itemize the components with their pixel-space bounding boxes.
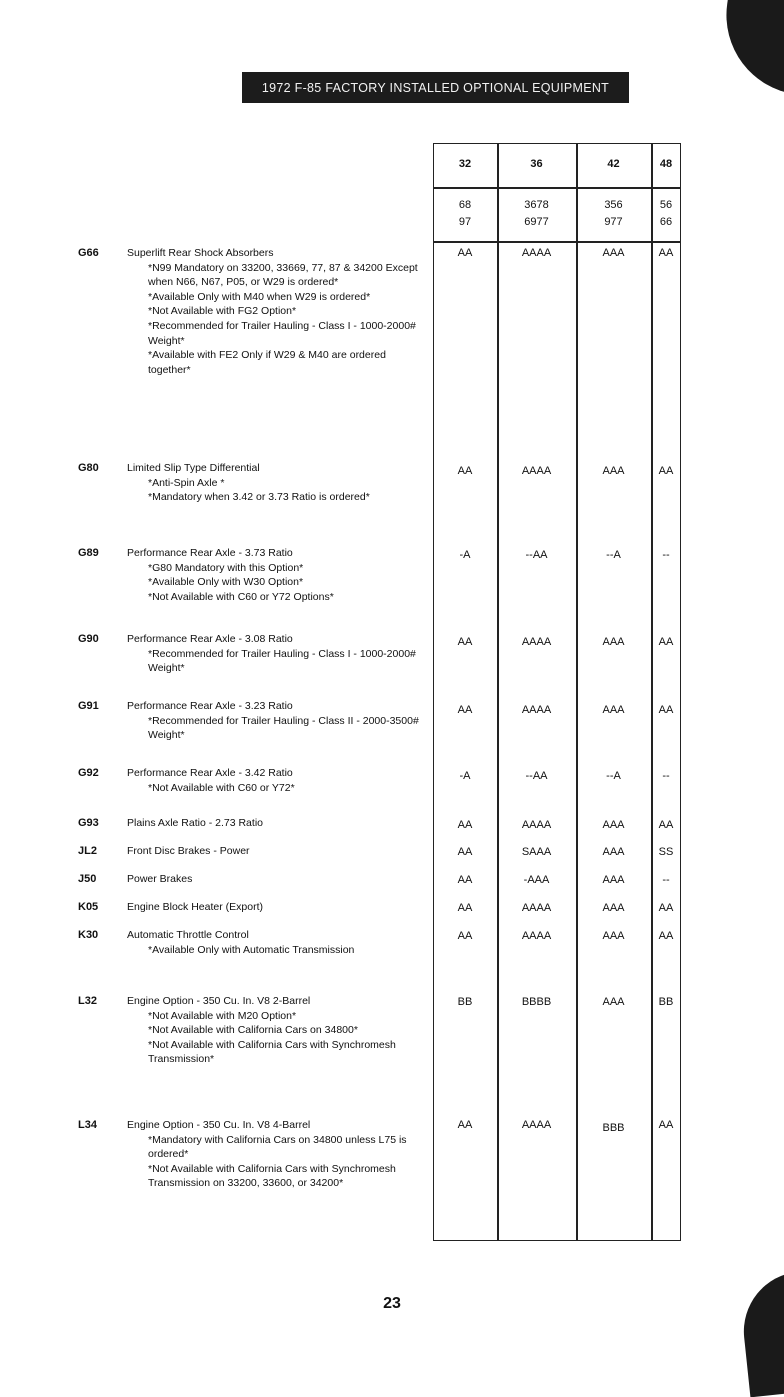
option-code: G91 [78, 700, 99, 712]
option-note: *N99 Mandatory on 33200, 33669, 77, 87 & 34200 Except when N66, N67, P05, or W29 is ordered* [148, 261, 418, 289]
option-description [127, 1118, 422, 1191]
option-code: G90 [78, 633, 99, 645]
availability-cell: SAAA [521, 846, 552, 858]
option-note: *Not Available with C60 or Y72 Options* [148, 590, 334, 603]
availability-cell: -- [662, 549, 670, 561]
option-note: *Anti-Spin Axle * [148, 476, 225, 489]
availability-cell: AA [658, 465, 674, 477]
option-note: *Not Available with California Cars on 34800* [148, 1024, 358, 1037]
availability-cell: AAA [602, 846, 625, 858]
option-description [127, 900, 422, 915]
option-code: G89 [78, 547, 99, 559]
availability-cell: BBBB [521, 996, 552, 1008]
availability-cell: AA [457, 704, 473, 716]
availability-cell: BB [457, 996, 473, 1008]
option-code: G66 [78, 247, 99, 259]
option-code: JL2 [78, 845, 97, 857]
series-header: 42 [607, 158, 620, 170]
option-title: Performance Rear Axle - 3.23 Ratio [127, 700, 293, 712]
availability-cell: AA [658, 636, 674, 648]
option-note: *Available Only with W30 Option* [148, 576, 304, 589]
option-title: Engine Block Heater (Export) [127, 901, 263, 913]
availability-cell: BBB [602, 1122, 625, 1134]
option-title: Front Disc Brakes - Power [127, 845, 250, 857]
availability-cell: AAA [602, 902, 625, 914]
availability-cell: AA [658, 247, 674, 259]
availability-cell: AA [658, 819, 674, 831]
availability-cell: SS [658, 846, 674, 858]
option-code: K30 [78, 929, 99, 941]
option-title: Engine Option - 350 Cu. In. V8 4-Barrel [127, 1119, 311, 1131]
option-description [127, 816, 422, 831]
availability-cell: AAA [602, 704, 625, 716]
model-code: 97 [458, 216, 472, 228]
option-note: *Not Available with C60 or Y72* [148, 781, 295, 794]
option-note: *Not Available with M20 Option* [148, 1009, 297, 1022]
option-code: G93 [78, 817, 99, 829]
header-divider [433, 241, 681, 243]
option-title: Performance Rear Axle - 3.73 Ratio [127, 547, 293, 559]
availability-table [433, 143, 681, 1241]
option-title: Performance Rear Axle - 3.42 Ratio [127, 767, 293, 779]
option-description [127, 546, 422, 604]
option-code: J50 [78, 873, 97, 885]
availability-cell: AAAA [521, 636, 552, 648]
availability-cell: AAA [602, 996, 625, 1008]
availability-cell: -- [662, 770, 670, 782]
column-divider [576, 143, 578, 1241]
option-title: Performance Rear Axle - 3.08 Ratio [127, 633, 293, 645]
series-header: 36 [530, 158, 543, 170]
page-corner-shadow-top [716, 0, 784, 96]
option-note: *Not Available with FG2 Option* [148, 305, 297, 318]
model-code: 3678 [524, 199, 549, 211]
series-header: 32 [458, 158, 472, 170]
availability-cell: AA [457, 465, 473, 477]
option-note: *Recommended for Trailer Hauling - Class II - 2000-3500# Weight* [148, 714, 419, 742]
availability-cell: AAA [602, 636, 625, 648]
availability-cell: AA [658, 1119, 674, 1131]
availability-cell: AA [457, 247, 473, 259]
availability-cell: AA [457, 846, 473, 858]
availability-cell: AA [457, 874, 473, 886]
column-divider [651, 143, 653, 1241]
option-title: Engine Option - 350 Cu. In. V8 2-Barrel [127, 995, 311, 1007]
availability-cell: AAAA [521, 819, 552, 831]
availability-cell: AA [457, 819, 473, 831]
availability-cell: AAA [602, 874, 625, 886]
option-code: L32 [78, 995, 97, 1007]
option-description [127, 246, 422, 377]
model-code: 6977 [524, 216, 549, 228]
option-title: Superlift Rear Shock Absorbers [127, 247, 274, 259]
model-code: 66 [659, 216, 673, 228]
option-note: *Available Only with M40 when W29 is ordered* [148, 290, 371, 303]
option-title: Automatic Throttle Control [127, 929, 249, 941]
availability-cell: AAAA [521, 930, 552, 942]
availability-cell: AAAA [521, 704, 552, 716]
availability-cell: AAA [602, 930, 625, 942]
option-note: *Recommended for Trailer Hauling - Class I - 1000-2000# Weight* [148, 319, 416, 347]
option-title: Plains Axle Ratio - 2.73 Ratio [127, 817, 263, 829]
availability-cell: -AAA [523, 874, 550, 886]
availability-cell: AAA [602, 465, 625, 477]
page-title: 1972 F-85 FACTORY INSTALLED OPTIONAL EQUIPMENT [242, 72, 629, 103]
option-title: Power Brakes [127, 873, 193, 885]
option-code: G92 [78, 767, 99, 779]
model-code: 56 [659, 199, 673, 211]
header-divider [433, 187, 681, 189]
availability-cell: AA [658, 930, 674, 942]
option-description [127, 994, 422, 1067]
availability-cell: AAA [602, 247, 625, 259]
availability-cell: AAAA [521, 465, 552, 477]
availability-cell: --AA [525, 770, 548, 782]
option-description [127, 461, 422, 505]
availability-cell: AA [658, 704, 674, 716]
availability-cell: AA [457, 930, 473, 942]
availability-cell: --AA [525, 549, 548, 561]
option-note: *Mandatory with California Cars on 34800 unless L75 is ordered* [148, 1133, 407, 1161]
option-title: Limited Slip Type Differential [127, 462, 260, 474]
page-corner-shadow-bottom [738, 1271, 784, 1397]
option-code: L34 [78, 1119, 97, 1131]
option-description [127, 872, 422, 887]
availability-cell: -A [459, 549, 471, 561]
availability-cell: BB [658, 996, 674, 1008]
option-description [127, 699, 422, 743]
option-note: *Available Only with Automatic Transmission [148, 943, 355, 956]
availability-cell: -- [662, 874, 670, 886]
availability-cell: AAA [602, 819, 625, 831]
availability-cell: AAAA [521, 902, 552, 914]
option-description [127, 632, 422, 676]
option-code: G80 [78, 462, 99, 474]
model-code: 68 [458, 199, 472, 211]
option-note: *Mandatory when 3.42 or 3.73 Ratio is ordered* [148, 491, 370, 504]
option-description [127, 844, 422, 859]
availability-cell: -A [459, 770, 471, 782]
column-divider [497, 143, 499, 1241]
availability-cell: AAAA [521, 1119, 552, 1131]
availability-cell: AA [457, 636, 473, 648]
option-description [127, 928, 422, 957]
availability-cell: AA [457, 1119, 473, 1131]
option-description [127, 766, 422, 795]
model-code: 356 [604, 199, 623, 211]
availability-cell: --A [606, 770, 621, 782]
availability-cell: AA [658, 902, 674, 914]
availability-cell: AAAA [521, 247, 552, 259]
option-note: *Not Available with California Cars with Synchromesh Transmission on 33200, 33600, or 34200* [148, 1162, 396, 1190]
option-code: K05 [78, 901, 99, 913]
availability-cell: AA [457, 902, 473, 914]
series-header: 48 [659, 158, 673, 170]
model-code: 977 [604, 216, 623, 228]
option-note: *Recommended for Trailer Hauling - Class I - 1000-2000# Weight* [148, 647, 416, 675]
option-note: *Not Available with California Cars with Synchromesh Transmission* [148, 1038, 396, 1066]
availability-cell: --A [606, 549, 621, 561]
option-note: *Available with FE2 Only if W29 & M40 are ordered together* [148, 349, 386, 376]
page-number: 23 [383, 1295, 401, 1312]
option-note: *G80 Mandatory with this Option* [148, 561, 304, 574]
